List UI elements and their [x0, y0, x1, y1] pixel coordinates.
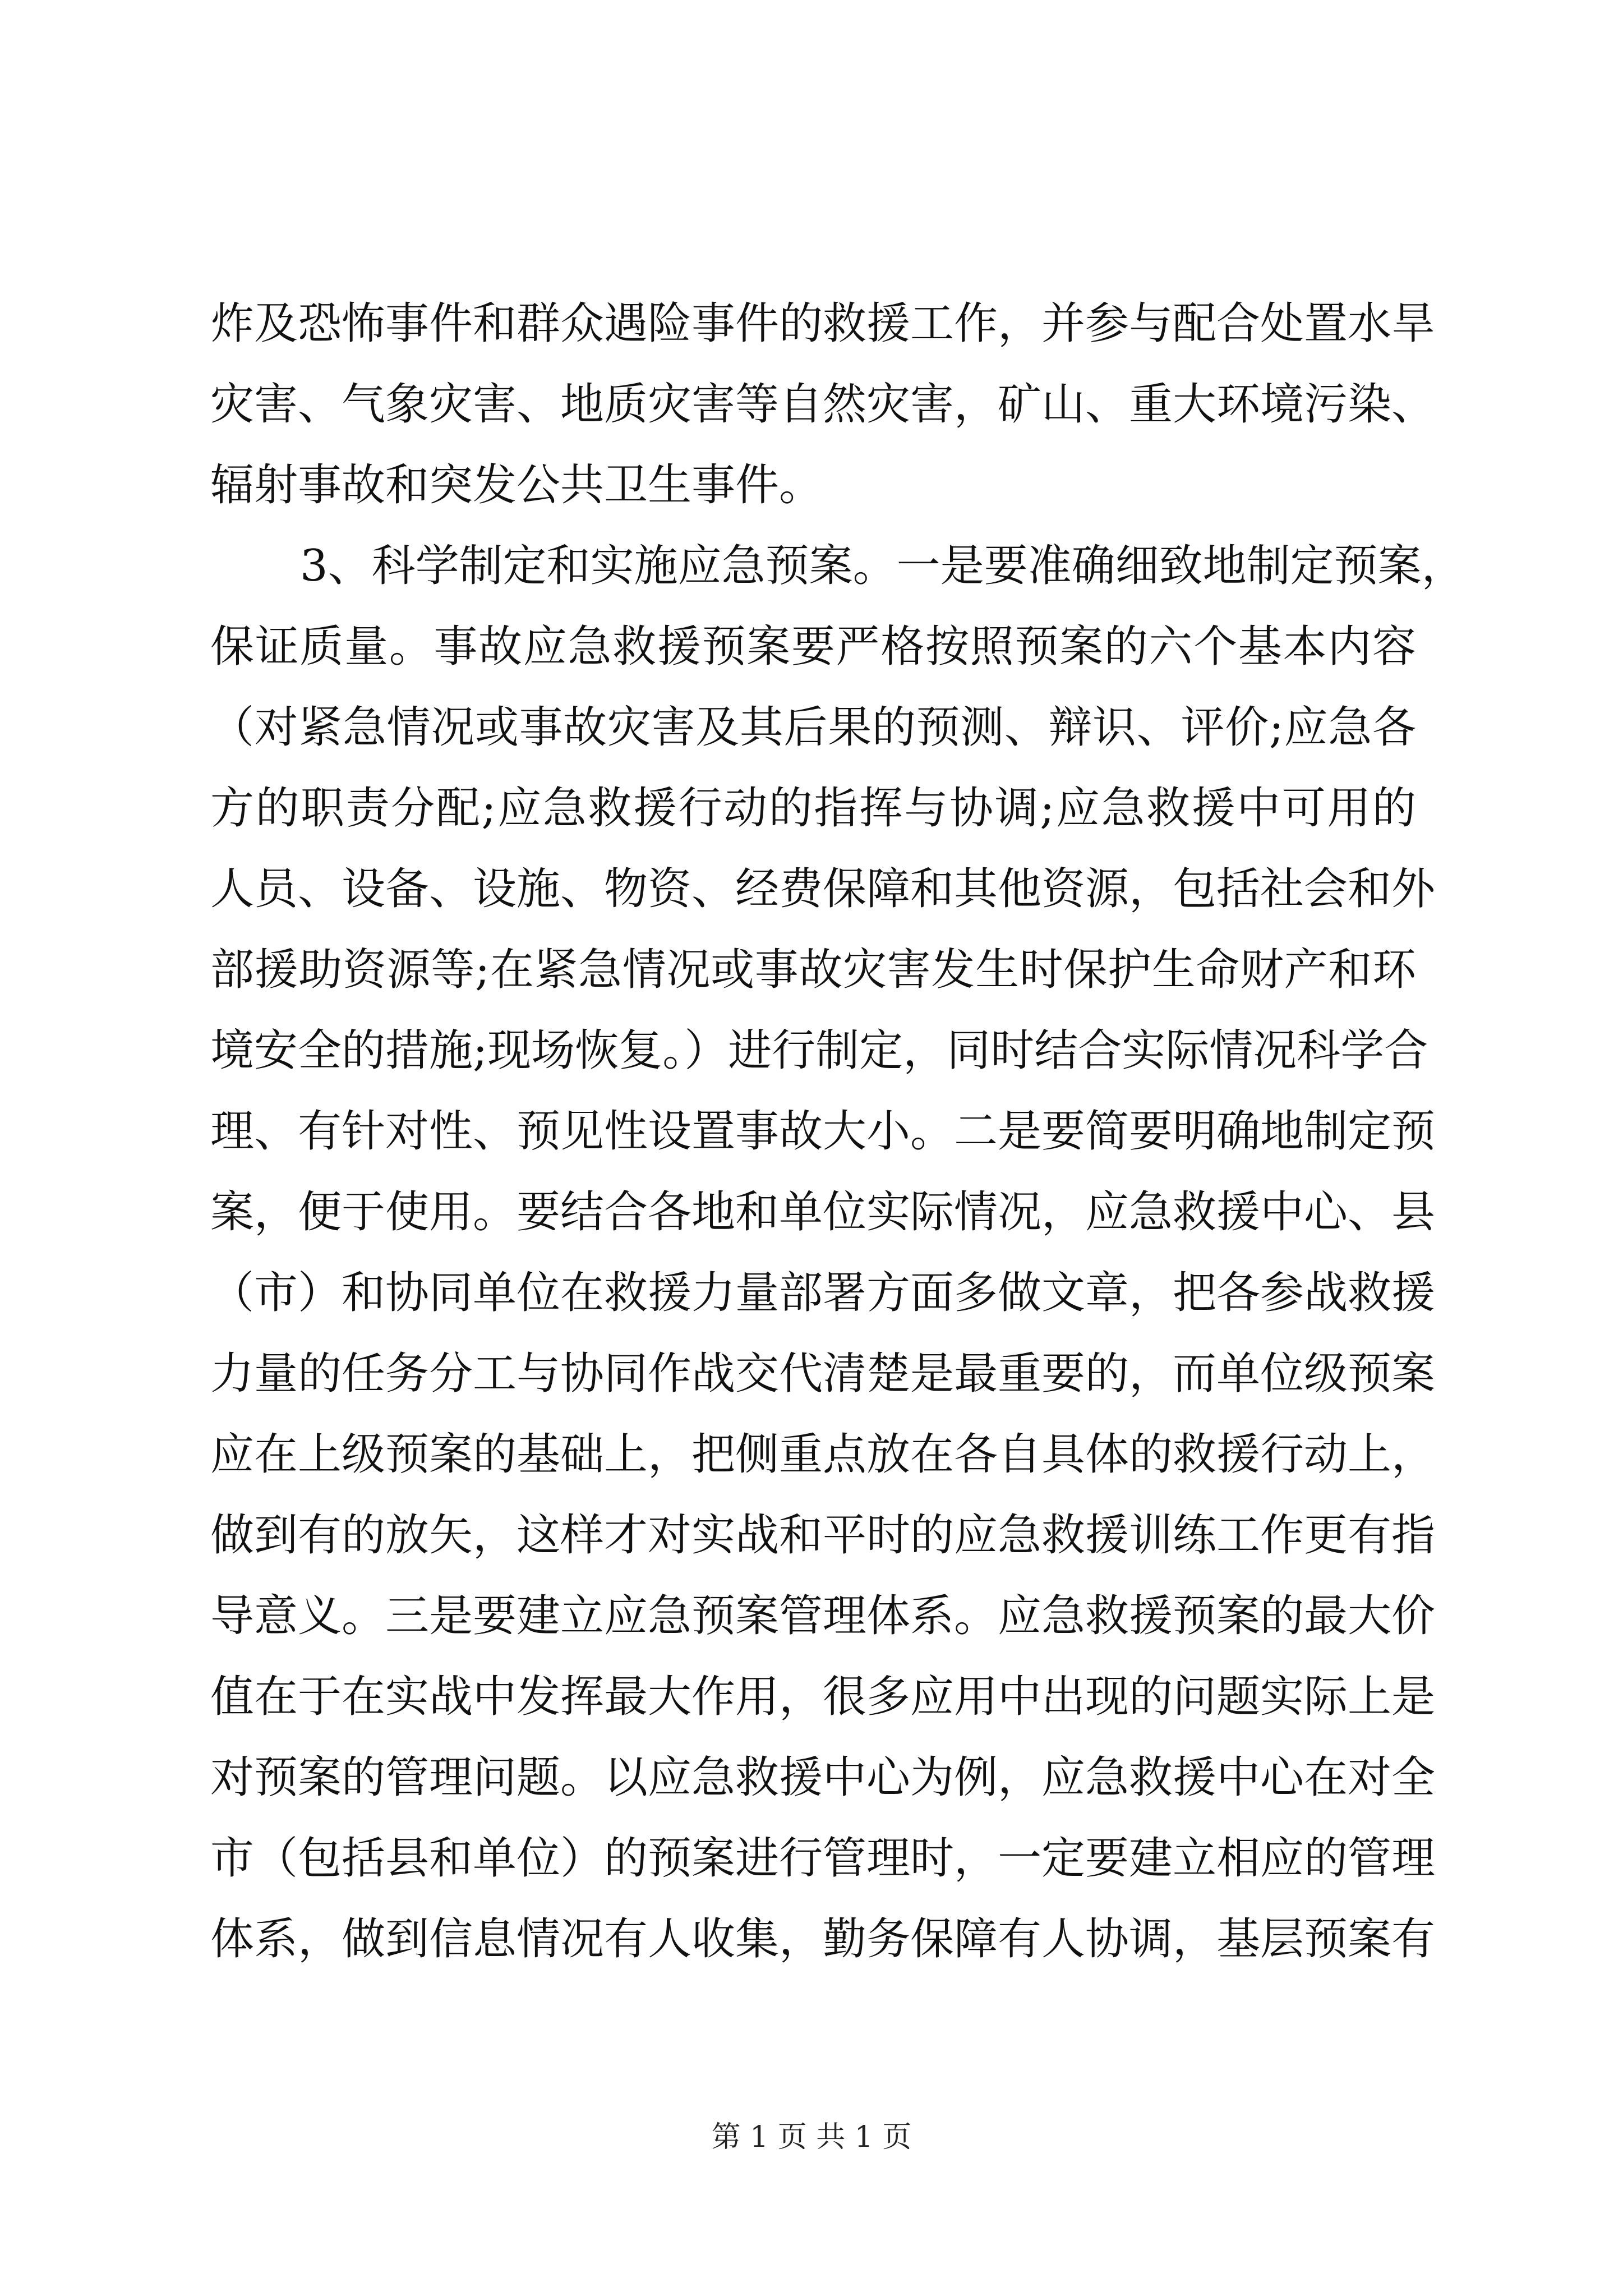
text-line: 辐射事故和突发公共卫生事件。 — [210, 460, 823, 510]
text-line: 对预案的管理问题。以应急救援中心为例，应急救援中心在对全 — [210, 1752, 1436, 1803]
text-line: 保证质量。事故应急救援预案要严格按照预案的六个基本内容 — [210, 622, 1416, 672]
text-line: 应在上级预案的基础上，把侧重点放在各自具体的救援行动上， — [210, 1429, 1436, 1480]
paragraph-start-line: 3、科学制定和实施应急预案。一是要准确细致地制定预案， — [300, 541, 1465, 591]
text-line: 人员、设备、设施、物资、经费保障和其他资源，包括社会和外 — [210, 864, 1436, 914]
text-line: （对紧急情况或事故灾害及其后果的预测、辩识、评价;应急各 — [210, 702, 1416, 753]
text-line: 部援助资源等;在紧急情况或事故灾害发生时保护生命财产和环 — [210, 945, 1416, 995]
page-footer: 第 1 页 共 1 页 — [711, 2120, 912, 2154]
text-line: 做到有的放矢，这样才对实战和平时的应急救援训练工作更有指 — [210, 1510, 1436, 1561]
text-line: 市（包括县和单位）的预案进行管理时，一定要建立相应的管理 — [210, 1833, 1436, 1884]
text-line: （市）和协同单位在救援力量部署方面多做文章，把各参战救援 — [210, 1268, 1436, 1318]
text-line: 方的职责分配;应急救援行动的指挥与协调;应急救援中可用的 — [210, 783, 1416, 834]
text-line: 案，便于使用。要结合各地和单位实际情况，应急救援中心、县 — [210, 1187, 1436, 1237]
text-line: 境安全的措施;现场恢复。）进行制定，同时结合实际情况科学合 — [210, 1025, 1428, 1076]
text-line: 体系，做到信息情况有人收集，勤务保障有人协调，基层预案有 — [210, 1914, 1436, 1964]
text-line: 炸及恐怖事件和群众遇险事件的救援工作，并参与配合处置水旱 — [210, 298, 1436, 349]
text-line: 导意义。三是要建立应急预案管理体系。应急救援预案的最大价 — [210, 1591, 1436, 1641]
document-body — [210, 283, 1465, 1980]
text-line: 灾害、气象灾害、地质灾害等自然灾害，矿山、重大环境污染、 — [210, 379, 1436, 430]
text-line: 值在于在实战中发挥最大作用，很多应用中出现的问题实际上是 — [210, 1672, 1436, 1722]
text-line: 理、有针对性、预见性设置事故大小。二是要简要明确地制定预 — [210, 1106, 1436, 1157]
text-line: 力量的任务分工与协同作战交代清楚是最重要的，而单位级预案 — [210, 1349, 1436, 1399]
